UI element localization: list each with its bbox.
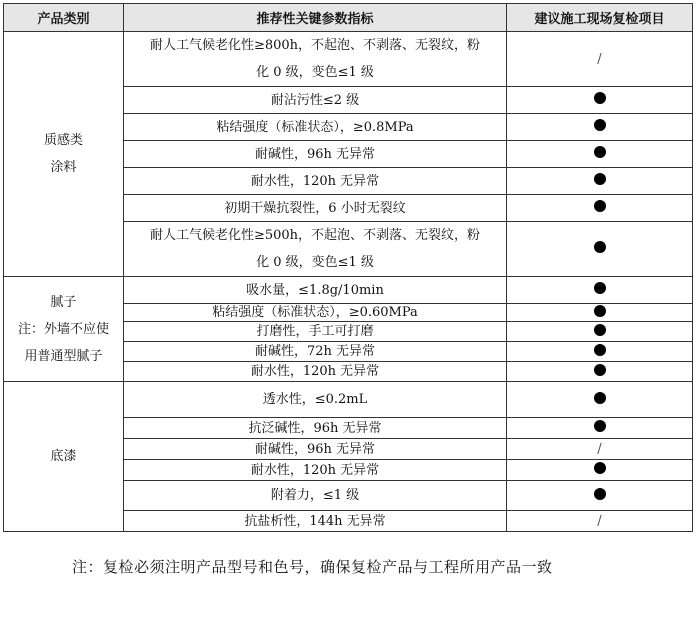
slash-mark: / — [597, 513, 602, 529]
parameter-cell: 耐人工气候老化性≥800h，不起泡、不剥落、无裂纹，粉化 0 级，变色≤1 级 — [124, 32, 507, 87]
recheck-cell — [507, 195, 693, 222]
parameter-cell: 抗泛碱性，96h 无异常 — [124, 418, 507, 439]
filled-dot-icon — [594, 173, 606, 185]
filled-dot-icon — [594, 462, 606, 474]
parameter-cell: 耐沾污性≤2 级 — [124, 87, 507, 114]
filled-dot-icon — [594, 344, 606, 356]
recheck-cell — [507, 382, 693, 418]
slash-mark: / — [597, 51, 602, 67]
recheck-cell — [507, 32, 693, 87]
category-line: 质感类 — [43, 133, 83, 148]
recheck-cell — [507, 481, 693, 511]
category-line: 涂料 — [50, 160, 77, 175]
footnote: 注：复检必须注明产品型号和色号，确保复检产品与工程所用产品一致 — [72, 558, 553, 576]
filled-dot-icon — [594, 488, 606, 500]
parameter-cell: 吸水量，≤1.8g/10min — [124, 277, 507, 304]
category-cell — [4, 382, 124, 532]
filled-dot-icon — [594, 420, 606, 432]
parameter-cell: 透水性，≤0.2mL — [124, 382, 507, 418]
category-line: 底漆 — [50, 449, 77, 464]
filled-dot-icon — [594, 146, 606, 158]
parameter-cell: 打磨性，手工可打磨 — [124, 322, 507, 342]
inspection-table — [3, 3, 693, 532]
parameter-cell: 耐水性，120h 无异常 — [124, 168, 507, 195]
recheck-cell — [507, 322, 693, 342]
recheck-cell — [507, 222, 693, 277]
parameter-cell: 粘结强度（标准状态），≥0.60MPa — [124, 304, 507, 322]
parameter-cell: 附着力，≤1 级 — [124, 481, 507, 511]
filled-dot-icon — [594, 364, 606, 376]
header-recheck: 建议施工现场复检项目 — [507, 4, 693, 32]
recheck-cell — [507, 439, 693, 460]
table-row — [4, 32, 693, 87]
recheck-cell — [507, 114, 693, 141]
recheck-cell — [507, 460, 693, 481]
parameter-cell: 初期干燥抗裂性，6 小时无裂纹 — [124, 195, 507, 222]
parameter-cell: 粘结强度（标准状态），≥0.8MPa — [124, 114, 507, 141]
recheck-cell — [507, 362, 693, 382]
recheck-cell — [507, 87, 693, 114]
category-cell — [4, 277, 124, 382]
table-header-row — [4, 4, 693, 32]
recheck-cell — [507, 342, 693, 362]
filled-dot-icon — [594, 200, 606, 212]
recheck-cell — [507, 511, 693, 532]
category-cell — [4, 32, 124, 277]
table-row — [4, 277, 693, 304]
filled-dot-icon — [594, 324, 606, 336]
parameter-cell: 耐人工气候老化性≥500h，不起泡、不剥落、无裂纹，粉化 0 级，变色≤1 级 — [124, 222, 507, 277]
parameter-cell: 耐碱性，96h 无异常 — [124, 439, 507, 460]
slash-mark: / — [597, 441, 602, 457]
parameter-cell: 耐碱性，96h 无异常 — [124, 141, 507, 168]
parameter-cell: 耐碱性，72h 无异常 — [124, 342, 507, 362]
filled-dot-icon — [594, 119, 606, 131]
recheck-cell — [507, 304, 693, 322]
category-line: 注：外墙不应使 — [17, 321, 109, 337]
recheck-cell — [507, 418, 693, 439]
parameter-cell: 抗盐析性，144h 无异常 — [124, 511, 507, 532]
filled-dot-icon — [594, 392, 606, 404]
header-category: 产品类别 — [4, 4, 124, 32]
recheck-cell — [507, 168, 693, 195]
recheck-cell — [507, 277, 693, 304]
table-row — [4, 382, 693, 418]
category-line: 腻子 — [50, 294, 77, 310]
filled-dot-icon — [594, 305, 606, 317]
parameter-cell: 耐水性，120h 无异常 — [124, 460, 507, 481]
category-line: 用普通型腻子 — [24, 348, 103, 364]
recheck-cell — [507, 141, 693, 168]
filled-dot-icon — [594, 92, 606, 104]
header-parameters: 推荐性关键参数指标 — [124, 4, 507, 32]
filled-dot-icon — [594, 282, 606, 294]
filled-dot-icon — [594, 241, 606, 253]
parameter-cell: 耐水性，120h 无异常 — [124, 362, 507, 382]
